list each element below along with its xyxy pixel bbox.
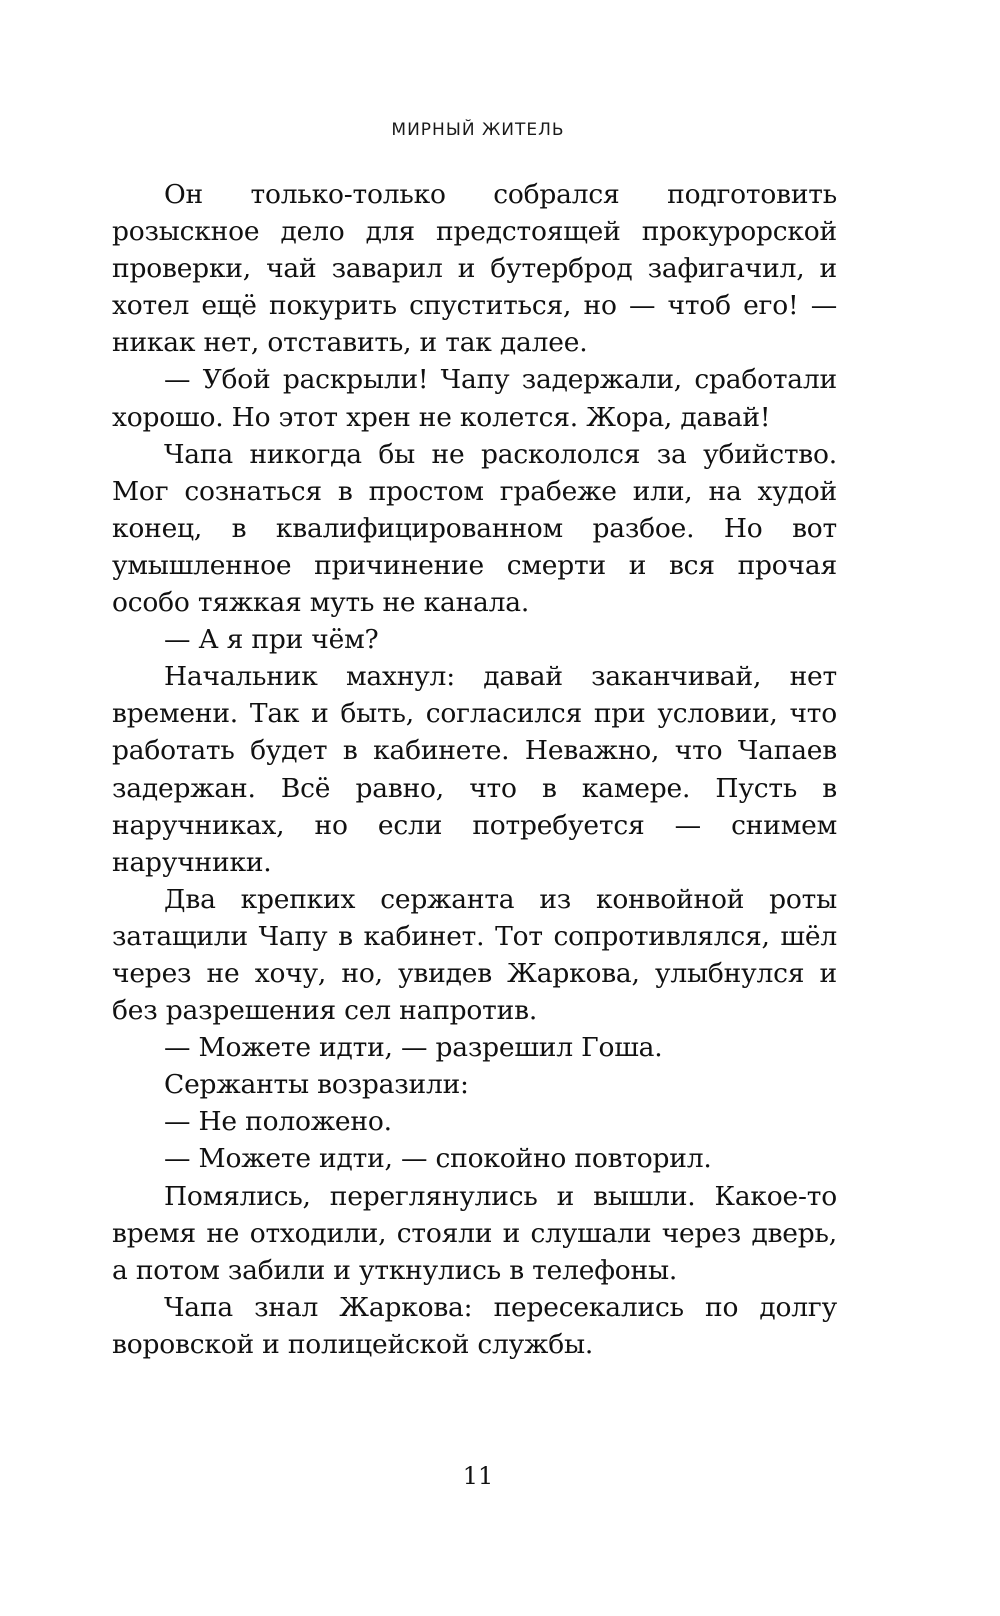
paragraph: — Убой раскрыли! Чапу задержали, сработали хорошо. Но этот хрен не колется. Жора, давай! (112, 364, 837, 433)
running-head: МИРНЫЙ ЖИТЕЛЬ (391, 120, 565, 140)
paragraph: Два крепких сержанта из конвойной роты затащили Чапу в кабинет. Тот сопротивлялся, шёл через не хочу, но, увидев Жаркова, улыбнулся и без разрешения сел напротив. (112, 883, 837, 1027)
paragraph: Чапа знал Жаркова: пересекались по долгу воровской и полицейской службы. (112, 1291, 837, 1360)
paragraph: — А я при чём? (164, 624, 379, 656)
paragraph: — Не положено. (164, 1106, 392, 1138)
paragraph: Он только-только собрался подготовить розыскное дело для предстоящей прокурорской проверки, чай заварил и бутерброд зафигачил, и хотел ещё покурить спуститься, но — чтоб его! — никак нет, отставить, и так далее. (112, 179, 837, 359)
paragraph: Начальник махнул: давай заканчивай, нет времени. Так и быть, согласился при условии, что работать будет в кабинете. Неважно, что Чапаев задержан. Всё равно, что в камере. Пусть в наручниках, но если потребуется — снимем наручники. (112, 661, 837, 878)
paragraph: — Можете идти, — спокойно повторил. (164, 1143, 712, 1175)
paragraph: Сержанты возразили: (164, 1069, 469, 1101)
page-number: 11 (462, 1462, 494, 1490)
body-text (112, 176, 837, 1363)
paragraph: — Можете идти, — разрешил Гоша. (164, 1032, 663, 1064)
paragraph: Чапа никогда бы не раскололся за убийство. Мог сознаться в простом грабеже или, на худой конец, в квалифицированном разбое. Но вот умышленное причинение смерти и вся прочая особо тяжкая муть не канала. (112, 438, 837, 619)
paragraph: Помялись, переглянулись и вышли. Какое-то время не отходили, стояли и слушали через дверь, а потом забили и уткнулись в телефоны. (112, 1180, 837, 1286)
